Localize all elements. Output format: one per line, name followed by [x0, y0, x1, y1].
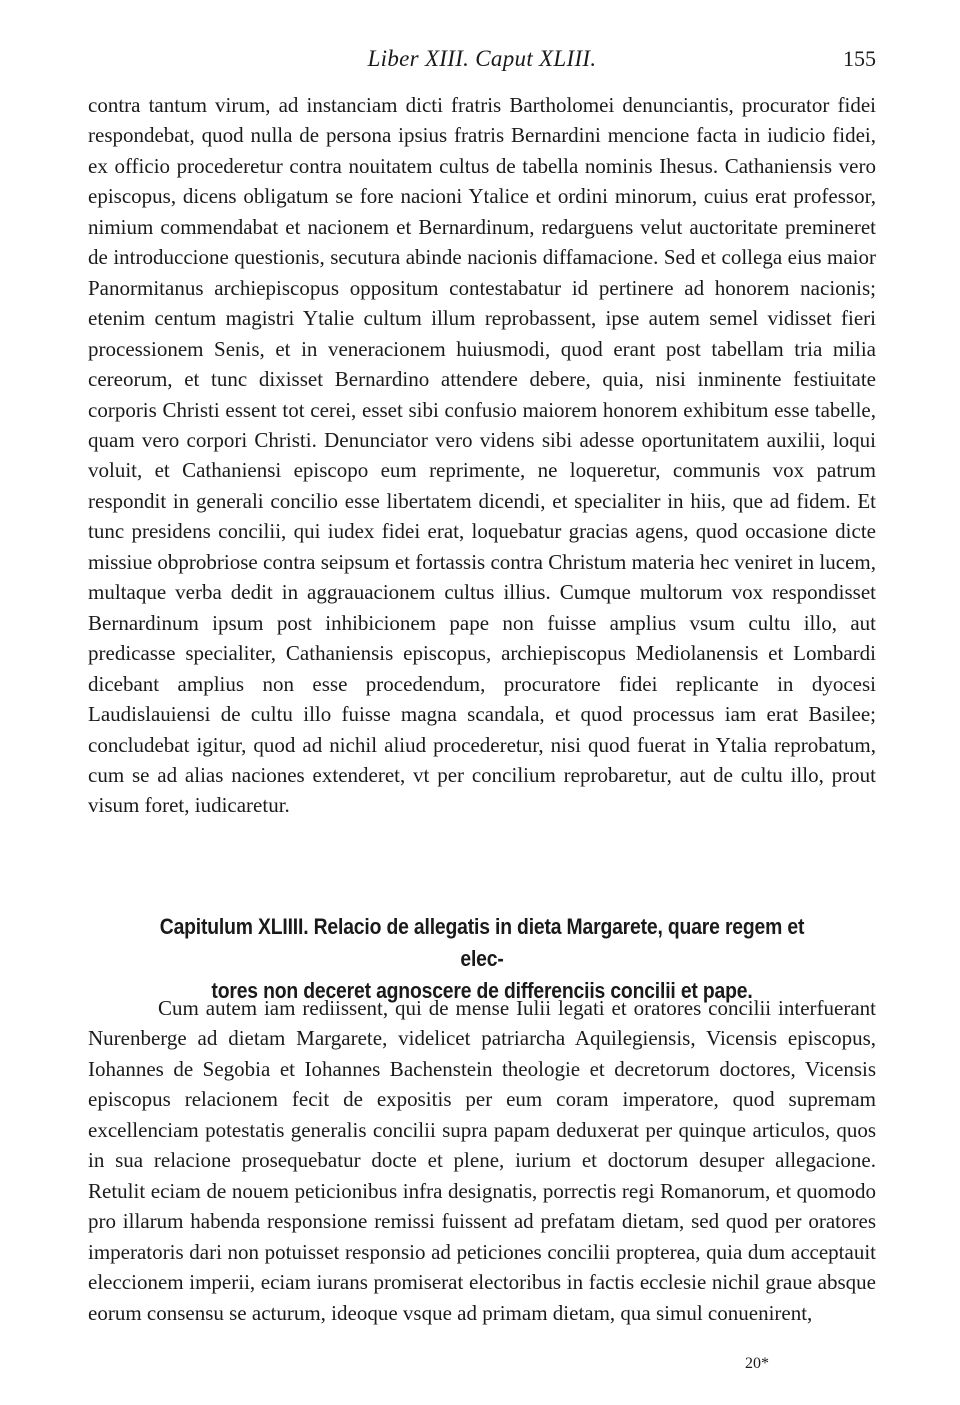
- chapter-heading-line: tores non deceret agnoscere de differenciis concilii et pape.: [211, 978, 753, 1003]
- page-number: 155: [843, 46, 876, 71]
- chapter-heading-line: Capitulum XLIIII. Relacio de allegatis in dieta Margarete, quare regem et elec-: [159, 914, 805, 971]
- chapter-body-text: [88, 993, 876, 1328]
- running-header: [88, 46, 876, 80]
- body-text: [88, 90, 876, 821]
- running-title: Liber XIII. Caput XLIII.: [367, 46, 597, 71]
- signature-mark: 20*: [745, 1355, 769, 1372]
- paragraph: Cum autem iam rediissent, qui de mense Iulii legati et oratores concilii interfuerant Nurenberge ad dietam Margarete, videlicet patriarcha Aquilegiensis, Vicensis episcopus, Iohannes de Segobia et Iohannes Bachenstein theologie et decretorum doctores, Vicensis episcopus relacionem fecit de expositis per eum coram imperatore, quod supremam excellenciam potestatis generalis concilii supra papam deduxerat per quinque articulos, quos in sua relacione prosequebatur docte et plene, iurium et doctorum desuper allegacione. Retulit eciam de nouem peticionibus infra designatis, porrectis regi Romanorum, et quomodo pro illarum habenda responsione remissi fuissent ad prefatam dietam, sed quod per oratores imperatoris dari non potuisset responsio ad peticiones concilii propterea, quia dum acceptauit eleccionem imperii, eciam iurans promiserat electoribus in factis ecclesie nichil graue absque eorum consensu se acturum, ideoque vsque ad primam dietam, qua simul conuenirent,: [88, 996, 876, 1325]
- paragraph: contra tantum virum, ad instanciam dicti fratris Bartholomei denunciantis, procurator fidei respondebat, quod nulla de persona ipsius fratris Bernardini mencione facta in iudicio fidei, ex officio procederetur contra nouitatem cultus de tabella nominis Ihesus. Cathaniensis vero episcopus, dicens obligatum se fore nacioni Ytalice et ordini minorum, cuius erat professor, nimium commendabat et nacionem et Bernardinum, redarguens velut auctoritate premineret de introduccione questionis, secutura abinde nacionis diffamacione. Sed et collega eius maior Panormitanus archiepiscopus oppositum contestabatur id pertinere ad honorem nacionis; etenim centum magistri Ytalie cultum illum reprobassent, ipse autem semel vidisset fieri processionem Senis, et in veneracionem huiusmodi, quod erant post tabellam tria milia cereorum, et tunc dixisset Bernardino attendere debere, quia, nisi inminente festiuitate corporis Christi essent tot cerei, esset sibi confusio maiorem honorem exhibitum esse tabelle, quam vero corpori Christi. Denunciator vero videns sibi adesse oportunitatem auxilii, loqui voluit, et Cathaniensi episcopo eum reprimente, ne loqueretur, communis vox patrum respondit in generali concilio esse libertatem dicendi, et specialiter in hiis, que ad fidem. Et tunc presidens concilii, qui iudex fidei erat, loquebatur gracias agens, quod occasione dicte missiue obprobriose contra seipsum et fortassis contra Christum materia hec veniret in lucem, multaque verba dedit in aggrauacionem cultus illius. Cumque multorum vox respondisset Bernardinum ipsum post inhibicionem pape non fuisse amplius vsum cultu illo, aut predicasse specialiter, Cathaniensis episcopus, archiepiscopus Mediolanensis et Lombardi dicebant amplius non esse procedendum, procuratore fidei replicante in dyocesi Laudislauiensi de cultu illo fuisse magna scandala, et quod processus iam erat Basilee; concludebat igitur, quod ad nichil aliud procederetur, nisi quod fuerat in Ytalia reprobatum, cum se ad alias naciones extenderet, vt per concilium reprobaretur, aut de cultu illo, prout visum foret, iudicaretur.: [88, 93, 876, 818]
